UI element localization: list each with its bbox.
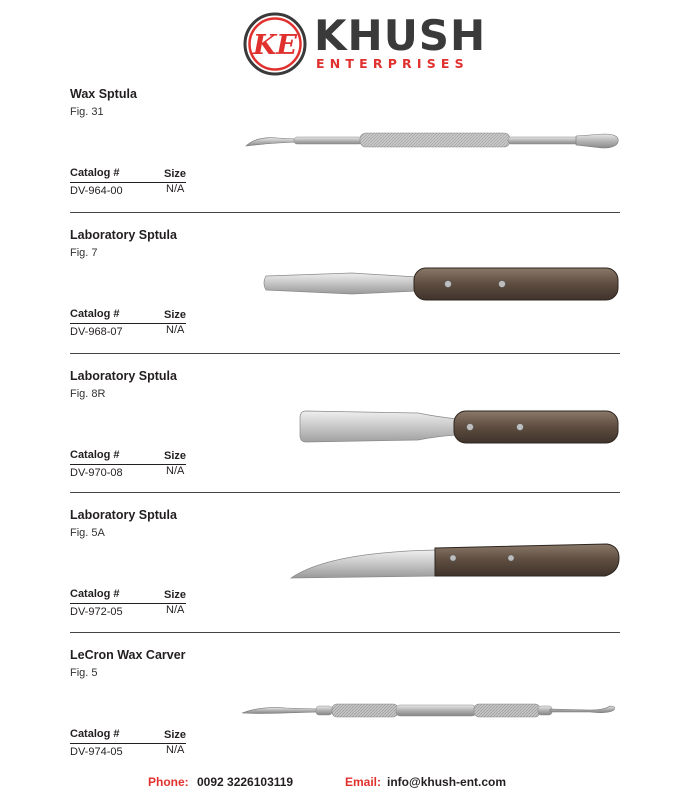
email-label: Email: bbox=[345, 775, 382, 789]
wood-handle-round-spatula-image bbox=[298, 405, 620, 447]
section-divider bbox=[70, 212, 620, 213]
email-address[interactable]: info@khush-ent.com bbox=[387, 775, 507, 789]
brand-logo-icon bbox=[243, 12, 307, 76]
size-value: N/A bbox=[166, 604, 185, 616]
catalog-label: Catalog # bbox=[70, 308, 120, 320]
size-value: N/A bbox=[166, 465, 185, 477]
product-fig: Fig. 7 bbox=[70, 247, 98, 259]
product-title: Laboratory Sptula bbox=[70, 369, 177, 383]
product-fig: Fig. 5 bbox=[70, 667, 98, 679]
product-fig: Fig. 8R bbox=[70, 388, 106, 400]
brand-subtitle: ENTERPRISES bbox=[316, 56, 469, 71]
size-label: Size bbox=[164, 729, 187, 741]
logo-letters: KE bbox=[252, 30, 298, 61]
catalog-number: DV-970-08 bbox=[70, 467, 123, 479]
catalog-label: Catalog # bbox=[70, 728, 120, 740]
product-title: LeCron Wax Carver bbox=[70, 648, 186, 662]
wood-handle-knife-image bbox=[289, 542, 620, 584]
catalog-number: DV-974-05 bbox=[70, 746, 123, 758]
header bbox=[0, 0, 689, 80]
size-value: N/A bbox=[166, 324, 185, 336]
section-divider bbox=[70, 632, 620, 633]
catalog-label: Catalog # bbox=[70, 449, 120, 461]
lecron-wax-carver-image bbox=[240, 700, 620, 720]
catalog-label: Catalog # bbox=[70, 588, 120, 600]
catalog-label: Catalog # bbox=[70, 167, 120, 179]
product-title: Laboratory Sptula bbox=[70, 228, 177, 242]
contact-footer bbox=[0, 775, 689, 791]
product-entry bbox=[70, 87, 620, 226]
size-value: N/A bbox=[166, 744, 185, 756]
product-title: Wax Sptula bbox=[70, 87, 137, 101]
size-label: Size bbox=[164, 589, 187, 601]
product-fig: Fig. 5A bbox=[70, 527, 105, 539]
catalog-number: DV-968-07 bbox=[70, 326, 123, 338]
catalog-number: DV-972-05 bbox=[70, 606, 123, 618]
catalog-number: DV-964-00 bbox=[70, 185, 123, 197]
size-value: N/A bbox=[166, 183, 185, 195]
phone-number[interactable]: 0092 3226103119 bbox=[197, 775, 294, 789]
wood-handle-tapered-spatula-image bbox=[262, 264, 620, 304]
section-divider bbox=[70, 353, 620, 354]
phone-label: Phone: bbox=[148, 775, 189, 789]
size-label: Size bbox=[164, 309, 187, 321]
double-ended-wax-spatula-image bbox=[244, 128, 620, 152]
section-divider bbox=[70, 492, 620, 493]
size-label: Size bbox=[164, 168, 187, 180]
product-fig: Fig. 31 bbox=[70, 106, 104, 118]
product-title: Laboratory Sptula bbox=[70, 508, 177, 522]
size-label: Size bbox=[164, 450, 187, 462]
brand-name: KHUSH bbox=[314, 11, 487, 60]
